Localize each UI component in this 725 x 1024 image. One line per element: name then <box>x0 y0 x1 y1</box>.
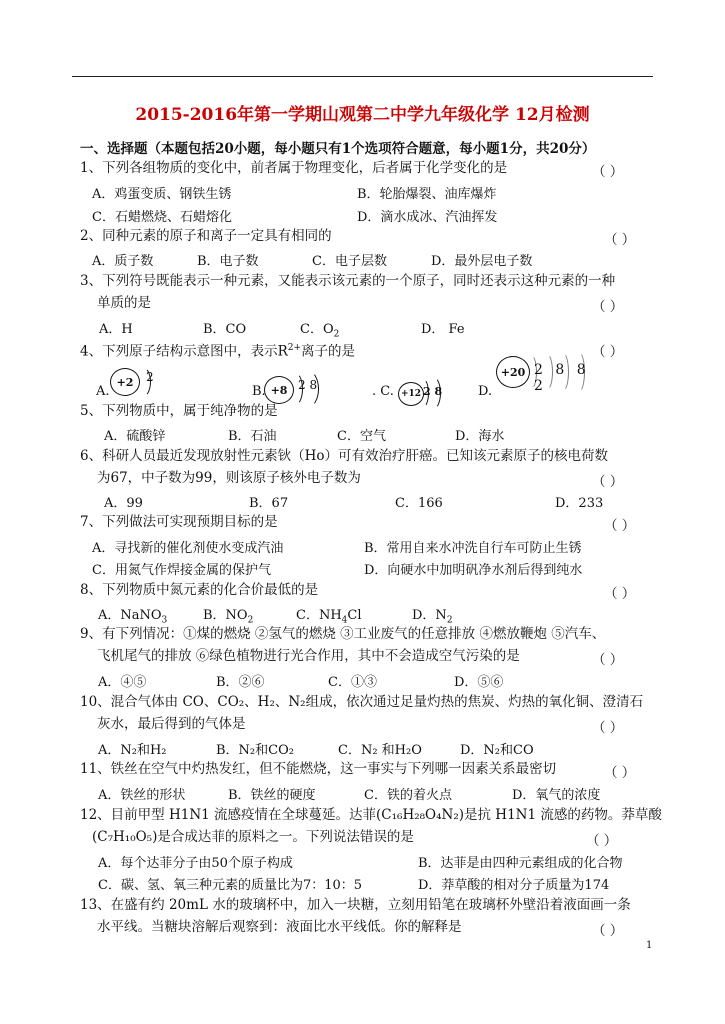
question-10-stem-line2: 灰水，最后得到的气体是 <box>97 716 246 732</box>
answer-paren-10: （ ） <box>592 720 624 736</box>
q5-option-b: B．石油 <box>228 429 277 444</box>
answer-paren-6: （ ） <box>592 474 624 490</box>
q4-c-shell-counts: 2 8 <box>423 385 443 398</box>
q6-option-a: A．99 <box>104 496 143 511</box>
header-rule <box>72 76 653 77</box>
page-title: 2015-2016年第一学期山观第二中学九年级化学 12月检测 <box>135 105 590 125</box>
section-heading: 一、选择题（本题包括20小题，每小题只有1个选项符合题意，每小题1分，共20分） <box>80 141 596 157</box>
q12-option-d: D．莽草酸的相对分子质量为174 <box>418 878 610 893</box>
q4-option-a-diagram <box>110 366 160 398</box>
q5-option-a: A．硫酸锌 <box>104 429 166 444</box>
q6-option-d: D．233 <box>555 496 604 511</box>
q8-option-d: D．$N_2$ <box>412 608 453 626</box>
q1-option-c: C．石蜡燃烧、石蜡熔化 <box>92 210 232 225</box>
q9-option-b: B．②⑥ <box>216 675 265 690</box>
question-7-stem: 7、下列做法可实现预期目标的是 <box>80 514 278 530</box>
q4-b-shell-counts: 2 8 <box>298 378 318 392</box>
question-6-stem-line1: 6、科研人员最近发现放射性元素钬（Ho）可有效治疗肝癌。已知该元素原子的核电荷数 <box>80 448 608 464</box>
q3-option-c: C．$O_2$ <box>300 322 340 340</box>
q5-option-d: D．海水 <box>455 429 505 444</box>
question-3-stem-line1: 3、下列符号既能表示一种元素，又能表示该元素的一个原子，同时还表示这种元素的一种 <box>80 273 616 289</box>
q4-option-a-label: A. <box>96 384 110 399</box>
q4-d-shell-counts: 2 8 8 2 <box>534 362 590 394</box>
q6-option-c: C．166 <box>395 496 443 511</box>
q3-option-d: D． Fe <box>421 322 465 337</box>
q5-option-c: C．空气 <box>337 429 386 444</box>
q4-option-c-label: . C. <box>372 384 394 399</box>
q10-option-a: A．N₂和H₂ <box>98 743 167 758</box>
q1-option-b: B．轮胎爆裂、油库爆炸 <box>357 187 497 202</box>
q11-option-c: C．铁的着火点 <box>364 788 452 803</box>
question-11-stem: 11、铁丝在空气中灼热发红，但不能燃烧，这一事实与下列哪一因素关系最密切 <box>80 761 557 777</box>
q3-option-b: B．CO <box>203 322 247 337</box>
question-5-stem: 5、下列物质中，属于纯净物的是 <box>80 403 278 419</box>
q3-option-a: A．H <box>99 322 133 337</box>
question-1-stem: 1、下列各组物质的变化中，前者属于物理变化，后者属于化学变化的是 <box>80 160 508 176</box>
q4-d-nucleus: +20 <box>496 356 530 388</box>
question-3-stem-line2: 单质的是 <box>97 295 151 311</box>
answer-paren-8: （ ） <box>604 586 636 602</box>
q11-option-d: D．氧气的浓度 <box>512 788 601 803</box>
q2-option-a: A．质子数 <box>92 254 154 269</box>
q7-option-c: C．用氮气作焊接金属的保护气 <box>92 563 271 578</box>
q4-option-c-diagram <box>398 378 458 408</box>
q8-option-b: B．$NO_2$ <box>203 608 254 626</box>
q4-option-b-label: B. <box>252 384 266 399</box>
question-10-stem-line1: 10、混合气体由 CO、CO₂、H₂、N₂组成，依次通过足量灼热的焦炭、灼热的氧化铜、澄清石 <box>80 694 644 710</box>
q4-option-d-diagram <box>496 354 606 394</box>
q11-option-a: A．铁丝的形状 <box>98 788 186 803</box>
q4-option-d-label: D. <box>478 384 493 399</box>
question-13-stem-line1: 13、在盛有约 20mL 水的玻璃杯中，加入一块糖，立刻用铅笔在玻璃杯外壁沿着液面画一条 <box>80 897 631 913</box>
page-number: 1 <box>646 940 653 951</box>
q2-option-c: C．电子层数 <box>312 254 387 269</box>
q4-c-nucleus: +12 <box>398 382 424 406</box>
q7-option-d: D．向硬水中加明矾净水剂后得到纯水 <box>364 563 583 578</box>
q2-option-b: B．电子数 <box>197 254 259 269</box>
q10-option-d: D．N₂和CO <box>460 743 534 758</box>
q4-b-nucleus: +8 <box>264 376 294 404</box>
question-6-stem-line2: 为67，中子数为99，则该原子核外电子数为 <box>97 470 361 486</box>
q11-option-b: B．铁丝的硬度 <box>228 788 316 803</box>
question-9-stem-line1: 9、有下列情况：①煤的燃烧 ②氢气的燃烧 ③工业废气的任意排放 ④燃放鞭炮 ⑤汽车、 <box>80 626 606 642</box>
q8-option-c: C．$NH_4Cl$ <box>296 608 362 626</box>
question-9-stem-line2: 飞机尾气的排放 ⑥绿色植物进行光合作用，其中不会造成空气污染的是 <box>97 648 520 664</box>
answer-paren-2: （ ） <box>604 232 636 248</box>
q9-option-a: A．④⑤ <box>98 675 147 690</box>
answer-paren-7: （ ） <box>604 518 636 534</box>
q10-option-b: B．N₂和CO₂ <box>216 743 294 758</box>
q7-option-a: A．寻找新的催化剂使水变成汽油 <box>92 541 284 556</box>
answer-paren-13: （ ） <box>592 923 624 939</box>
q4-a-shell-counts: 2 <box>146 370 154 384</box>
question-2-stem: 2、同种元素的原子和离子一定具有相同的 <box>80 228 332 244</box>
q8-option-a: A．NaNO$_3$ <box>98 608 168 626</box>
q10-option-c: C．N₂ 和H₂O <box>338 743 422 758</box>
q9-option-d: D．⑤⑥ <box>454 675 504 690</box>
q12-option-c: C．碳、氢、氧三种元素的质量比为7：10：5 <box>98 878 363 893</box>
question-4-stem: 4、下列原子结构示意图中，表示$R^{2+}$离子的是 <box>80 343 356 360</box>
answer-paren-3: （ ） <box>592 299 624 315</box>
q4-a-nucleus: +2 <box>110 368 140 396</box>
answer-paren-9: （ ） <box>592 652 624 668</box>
q12-option-b: B．达菲是由四种元素组成的化合物 <box>418 856 623 871</box>
question-12-stem-line2: (C₇H₁₀O₅)是合成达菲的原料之一。下列说法错误的是 <box>92 829 414 845</box>
q1-option-d: D．滴水成冰、汽油挥发 <box>357 210 498 225</box>
q7-option-b: B．常用自来水冲洗自行车可防止生锈 <box>364 541 582 556</box>
question-8-stem: 8、下列物质中氮元素的化合价最低的是 <box>80 582 319 598</box>
q9-option-c: C．①③ <box>328 675 377 690</box>
q2-option-d: D．最外层电子数 <box>431 254 533 269</box>
q12-option-a: A．每个达菲分子由50个原子构成 <box>98 856 293 871</box>
q1-option-a: A．鸡蛋变质、钢铁生锈 <box>92 187 232 202</box>
question-13-stem-line2: 水平线。当糖块溶解后观察到：液面比水平线低。你的解释是 <box>97 919 462 935</box>
answer-paren-12: （ ） <box>586 833 618 849</box>
answer-paren-11: （ ） <box>604 765 636 781</box>
question-12-stem-line1: 12、目前甲型 H1N1 流感疫情在全球蔓延。达菲(C₁₆H₂₈O₄N₂)是抗 H1N1 流感的药物。莽草酸 <box>80 807 662 823</box>
answer-paren-1: （ ） <box>592 164 624 180</box>
q6-option-b: B．67 <box>249 496 289 511</box>
answer-paren-4: （ ） <box>592 344 624 360</box>
